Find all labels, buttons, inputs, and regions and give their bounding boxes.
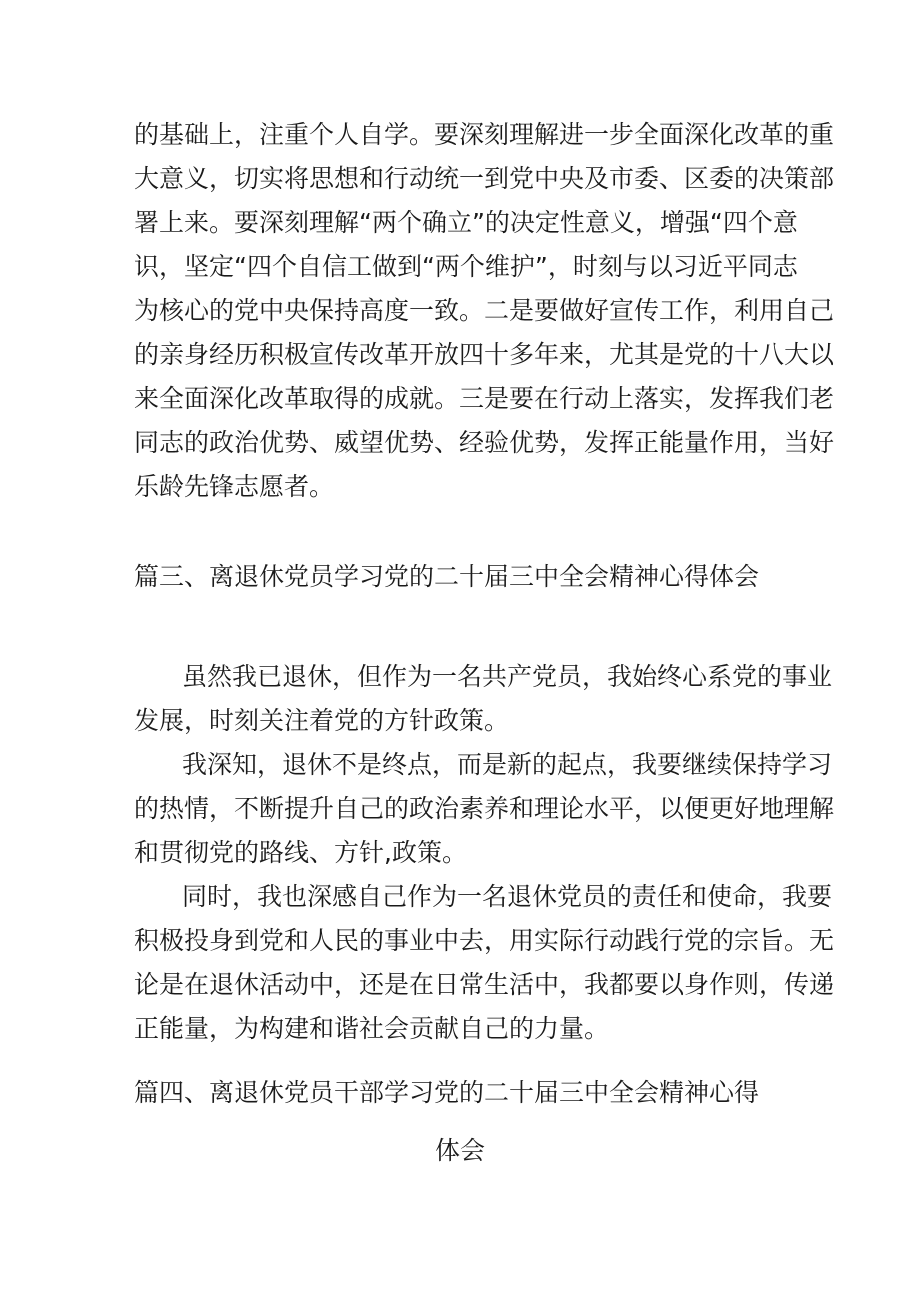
paragraph-line: 积极投身到党和人民的事业中去，用实际行动践行党的宗旨。无: [134, 926, 835, 955]
paragraph-line: 大意义，切实将思想和行动统一到党中央及市委、区委的决策部: [134, 164, 835, 193]
paragraph-line: 的基础上，注重个人自学。要深刻理解进一步全面深化改革的重: [134, 120, 835, 149]
section-heading: 篇三、离退休党员学习党的二十届三中全会精神心得体会: [134, 562, 760, 591]
paragraph-line: 来全面深化改革取得的成就。三是要在行动上落实，发挥我们老: [134, 384, 835, 413]
paragraph-line: 为核心的党中央保持高度一致。二是要做好宣传工作，利用自己: [134, 296, 835, 325]
paragraph-line: 论是在退休活动中，还是在日常生活中，我都要以身作则，传递: [134, 970, 835, 999]
paragraph-line: 我深知，退休不是终点，而是新的起点，我要继续保持学习: [182, 750, 833, 779]
paragraph-line: 同志的政治优势、威望优势、经验优势，发挥正能量作用，当好: [134, 428, 835, 457]
paragraph-line: 正能量，为构建和谐社会贡献自己的力量。: [134, 1014, 610, 1043]
paragraph-line: 发展，时刻关注着党的方针政策。: [134, 706, 510, 735]
paragraph-line: 同时，我也深感自己作为一名退休党员的责任和使命，我要: [182, 882, 833, 911]
section-heading: 篇四、离退休党员干部学习党的二十届三中全会精神心得: [134, 1078, 760, 1107]
paragraph-line: 和贯彻党的路线、方针,政策。: [134, 838, 467, 867]
paragraph-line: 的热情，不断提升自己的政治素养和理论水平，以便更好地理解: [134, 794, 835, 823]
paragraph-line: 的亲身经历积极宣传改革开放四十多年来，尤其是党的十八大以: [134, 340, 835, 369]
paragraph-line: 署上来。要深刻理解“两个确立”的决定性意义，增强“四个意: [134, 208, 798, 237]
section-heading-continuation: 体会: [434, 1136, 485, 1165]
paragraph-line: 虽然我已退休，但作为一名共产党员，我始终心系党的事业: [182, 662, 833, 691]
paragraph-line: 乐龄先锋志愿者。: [134, 472, 335, 501]
paragraph-line: 识，坚定“四个自信工做到“两个维护”，时刻与以习近平同志: [134, 252, 798, 281]
